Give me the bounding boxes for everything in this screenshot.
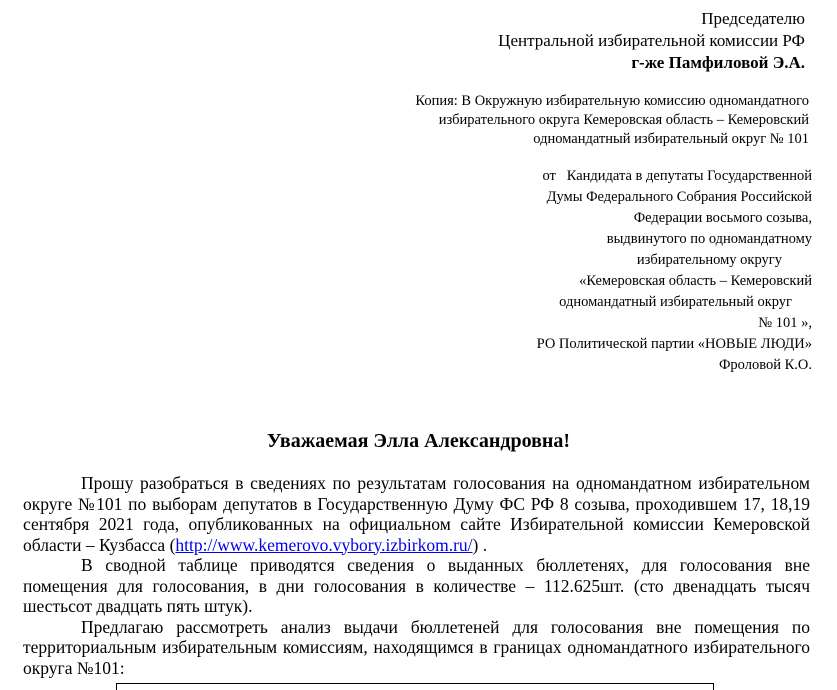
sender-line: одномандатный избирательный округ [559,294,792,310]
addressee-organization: Центральной избирательной комиссии РФ [498,31,805,50]
sender-line: избирательному округу [636,252,782,268]
letter-body [23,473,810,678]
copy-line: одномандатный избирательный округ № 101 [533,131,809,147]
copy-line: Копия: В Окружную избирательную комиссию одномандатного [415,93,809,109]
sender-line: выдвинутого по одномандатному [606,231,812,247]
paragraph-2: В сводной таблице приводятся сведения о выданных бюллетенях, для голосования вне помещения для голосования, в дни голосования в количестве – 112.625шт. (сто двенадцать тысяч шестьсот двадцать пять штук). [23,555,810,616]
sender-line: РО Политической партии «НОВЫЕ ЛЮДИ» [536,336,812,352]
sender-line: Федерации восьмого созыва, [633,210,812,226]
sender-line: Думы Федерального Собрания Российской [546,189,812,205]
sender-block [537,166,812,376]
copy-block [415,92,809,149]
website-link[interactable]: http://www.kemerovo.vybory.izbirkom.ru/ [175,534,473,555]
copy-line: избирательного округа Кемеровская область – Кемеровский [438,112,809,128]
paragraph-3: Предлагаю рассмотреть анализ выдачи бюллетеней для голосования вне помещения по территориальным избирательным комиссиям, находящимся в границах одномандатного избирательного округа №101: [23,616,810,678]
addressee-name: г-же Памфиловой Э.А. [631,53,805,72]
paragraph-1-text: Прошу разобраться в сведениях по результатам голосования на одномандатном избирательном округе №101 по выборам депутатов в Государственную Думу ФС РФ 8 созыва, проходившем 17, 18,19 сентября 2021 года, опубликованных на официальном сайте Избирательной комиссии Кемеровской области – Кузбасса ( [23,473,810,555]
sender-line: «Кемеровская область – Кемеровский [579,273,812,289]
sender-line: от Кандидата в депутаты Государственной [542,168,812,184]
sender-name: Фроловой К.О. [718,357,812,373]
paragraph-1 [23,473,810,555]
sender-line: № 101 », [758,315,812,331]
salutation-heading: Уважаемая Элла Александровна! [266,430,571,452]
addressee-title: Председателю [701,9,805,28]
paragraph-1-end: ) . [472,534,488,555]
addressee-block [498,8,805,74]
